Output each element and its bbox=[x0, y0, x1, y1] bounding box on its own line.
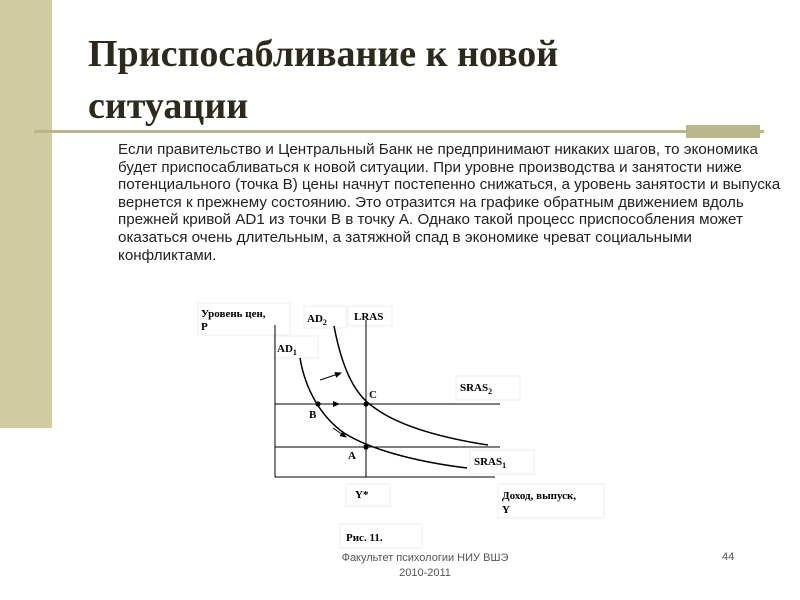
y-axis-label-line-2: P bbox=[201, 321, 208, 333]
body-text: Если правительство и Центральный Банк не предпринимают никаких шагов, то экономика будет приспосабливаться к новой ситуации. При уровне производства и занятости ниже потенциального (точка В) цены начнут постепенно снижаться, а уровень занятости и выпуска вернется к прежнему состоянию. Это отразится на графике обратным движением вдоль прежней кривой AD1 из точки В в точку А. Однако такой процесс приспособления может оказаться очень длительным, а затяжной спад в экономике чреват социальными конфликтами. bbox=[118, 141, 781, 264]
point-c-label: C bbox=[369, 389, 377, 401]
point-a-dot bbox=[363, 444, 368, 449]
point-c-dot bbox=[363, 401, 368, 406]
footer-organization bbox=[320, 551, 530, 581]
point-a-label: A bbox=[348, 450, 356, 462]
ad2-label: $AD_2$ bbox=[307, 313, 327, 327]
point-b-label: B bbox=[309, 409, 317, 421]
page-number: 44 bbox=[722, 551, 735, 563]
ystar-label: Y* bbox=[355, 489, 369, 501]
footer-line-2: 2010-2011 bbox=[399, 567, 451, 579]
ad-shift-arrow bbox=[320, 373, 341, 380]
title-line-2: ситуации bbox=[88, 85, 249, 127]
footer-line-1: Факультет психологии НИУ ВШЭ bbox=[341, 552, 509, 564]
point-b-dot bbox=[315, 401, 320, 406]
sras2-label: $SRAS_2$ bbox=[460, 382, 493, 396]
x-axis-label-line-2: Y bbox=[502, 504, 510, 516]
lras-label: LRAS bbox=[354, 311, 384, 323]
sras1-label: $SRAS_1$ bbox=[474, 456, 507, 470]
title-line-1: Приспосабливание к новой bbox=[88, 33, 559, 75]
y-axis-label-line-1: Уровень цен, bbox=[201, 308, 266, 320]
figure-caption: Рис. 11. bbox=[346, 532, 383, 544]
x-axis-label-line-1: Доход, выпуск, bbox=[502, 490, 577, 502]
ad1-label: $AD_1$ bbox=[277, 343, 297, 357]
